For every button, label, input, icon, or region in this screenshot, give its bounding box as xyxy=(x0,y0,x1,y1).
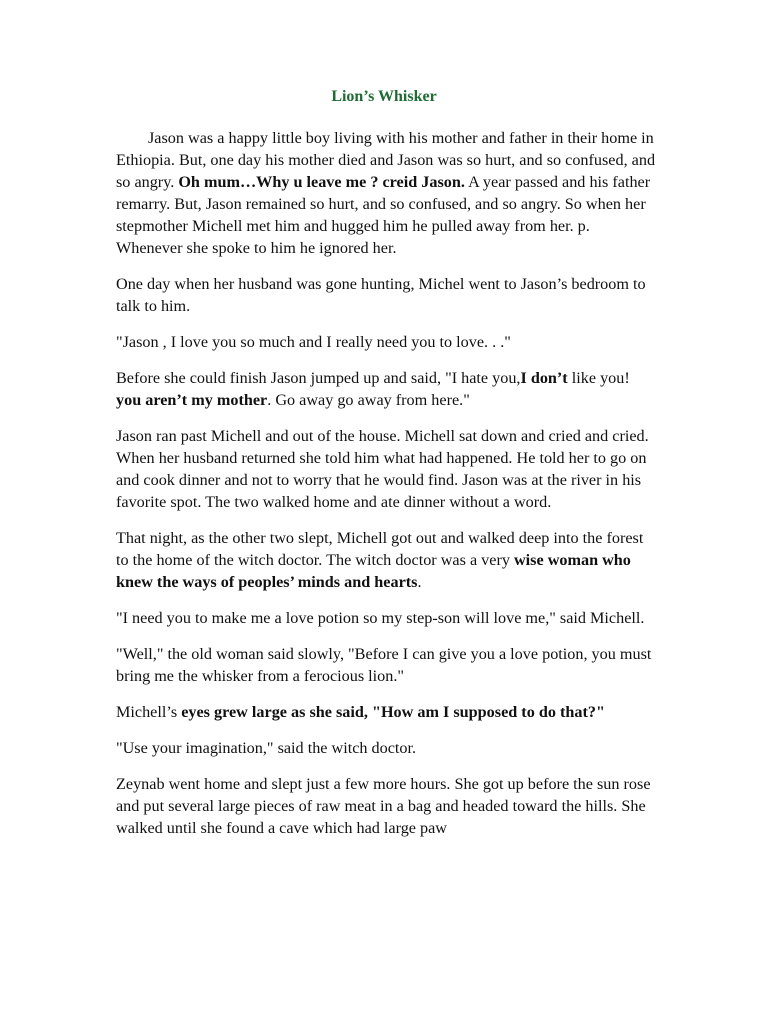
paragraph-4-text-e: . Go away go away from here." xyxy=(267,391,470,409)
paragraph-5: Jason ran past Michell and out of the house. Michell sat down and cried and cried. When her husband returned she told him what had happened. He told her to go on and cook dinner and not to worry that he would find. Jason was at the river in his favorite spot. The two walked home and ate dinner without a word. xyxy=(116,427,649,511)
paragraph-4-text-a: Before she could finish Jason jumped up and said, "I hate you, xyxy=(116,369,521,387)
paragraph-3: "Jason , I love you so much and I really need you to love. . ." xyxy=(116,333,511,351)
paragraph-6 xyxy=(116,527,656,593)
paragraph-1-text-c: A year passed and his father remarry. But, Jason remained so hurt, and so confused, and so angry. So when her stepmother Michell met him and hugged him he pulled away from her. p. Whenever she spoke to him he ignored her. xyxy=(116,173,651,257)
paragraph-4-emphasis-2: you aren’t my mother xyxy=(116,391,268,409)
paragraph-2: One day when her husband was gone hunting, Michel went to Jason’s bedroom to talk to him. xyxy=(116,275,646,315)
story-body xyxy=(116,127,656,853)
paragraph-6-emphasis: wise woman who knew the ways of peoples’ minds and hearts xyxy=(116,551,631,591)
paragraph-4-emphasis-1: I don’t xyxy=(520,369,568,387)
paragraph-8: "Well," the old woman said slowly, "Before I can give you a love potion, you must bring me the whisker from a ferocious lion." xyxy=(116,645,652,685)
paragraph-9-text-a: Michell’s xyxy=(116,703,182,721)
paragraph-4-text-c: like you! xyxy=(567,369,630,387)
paragraph-4 xyxy=(116,367,656,411)
story-title: Lion’s Whisker xyxy=(331,88,437,105)
paragraph-9-emphasis: eyes grew large as she said, "How am I supposed to do that?" xyxy=(181,703,605,721)
paragraph-11: Zeynab went home and slept just a few more hours. She got up before the sun rose and put several large pieces of raw meat in a bag and headed toward the hills. She walked until she found a cave which had large paw xyxy=(116,775,651,837)
paragraph-6-text-c: . xyxy=(417,573,422,591)
paragraph-1 xyxy=(116,127,656,259)
paragraph-1-emphasis: Oh mum…Why u leave me ? creid Jason. xyxy=(178,173,465,191)
paragraph-9 xyxy=(116,701,656,723)
paragraph-1-text-a: Jason was a happy little boy living with his mother and father in their home in Ethiopia. But, one day his mother died and Jason was so hurt, and so confused, and so angry. xyxy=(116,129,656,191)
paragraph-7: "I need you to make me a love potion so my step-son will love me," said Michell. xyxy=(116,609,645,627)
paragraph-6-text-a: That night, as the other two slept, Michell got out and walked deep into the forest to the home of the witch doctor. The witch doctor was a very xyxy=(116,529,644,569)
paragraph-10: "Use your imagination," said the witch doctor. xyxy=(116,739,417,757)
